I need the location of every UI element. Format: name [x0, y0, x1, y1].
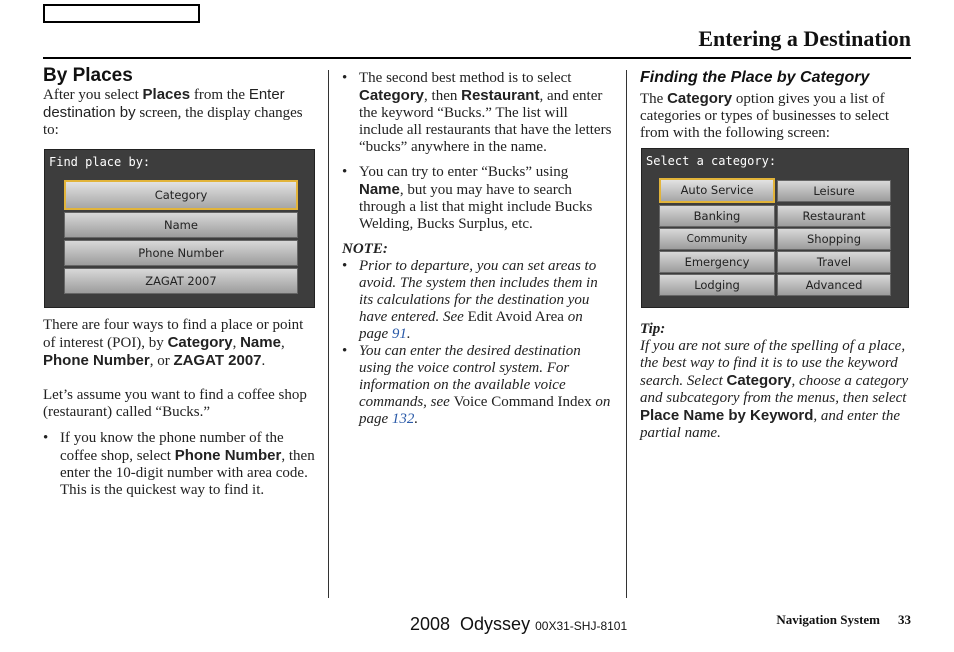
bullet-name: • You can try to enter “Bucks” using Name, but you may have to search through a list that might include Bucks Welding, Bucks Surplus, etc. [342, 164, 612, 233]
ways-paragraph: There are four ways to find a place or point of interest (POI), by Category, Name, Phone Number, or ZAGAT 2007. [43, 317, 304, 369]
category-option[interactable]: Category [64, 180, 298, 210]
page-number: 33 [898, 612, 911, 627]
column-3 [640, 69, 912, 142]
coffee-paragraph: Let’s assume you want to find a coffee shop (restaurant) called “Bucks.” [43, 387, 307, 420]
tip-label: Tip: [640, 321, 666, 337]
note-voice-control: • You can enter the desired destination using the voice control system. For information on the available voice commands, see Voice Command Index on page 132. [342, 343, 612, 428]
column-divider-2 [626, 70, 627, 598]
tip-block [640, 321, 912, 442]
emergency-option[interactable]: Emergency [659, 251, 775, 273]
phone-number-option[interactable]: Phone Number [64, 240, 298, 266]
bullet-category: • The second best method is to select Category, then Restaurant, and enter the keyword “Bucks.” The list will include all restaurants that have the letters “bucks” anywhere in the name. [342, 70, 612, 156]
zagat-option[interactable]: ZAGAT 2007 [64, 268, 298, 294]
page-link-132[interactable]: 132 [391, 411, 415, 427]
bullet-list [342, 70, 612, 233]
bullet-list [43, 430, 318, 499]
lodging-option[interactable]: Lodging [659, 274, 775, 296]
header-rule [43, 57, 911, 59]
header-box [43, 4, 200, 23]
banking-option[interactable]: Banking [659, 205, 775, 227]
screen-title: Find place by: [49, 155, 151, 169]
auto-service-option[interactable]: Auto Service [659, 178, 775, 203]
intro-paragraph: After you select Places from the Enter destination by screen, the display changes to: [43, 86, 303, 138]
note-list [342, 258, 612, 428]
footer-model: 2008 Odyssey 00X31-SHJ-8101 [410, 614, 628, 634]
footer-code: 00X31-SHJ-8101 [535, 619, 628, 633]
page-title: Entering a Destination [698, 26, 911, 51]
name-option[interactable]: Name [64, 212, 298, 238]
category-intro: The Category option gives you a list of categories or types of businesses to select from with the following screen: [640, 90, 890, 141]
restaurant-option[interactable]: Restaurant [777, 205, 891, 227]
advanced-option[interactable]: Advanced [777, 274, 891, 296]
note-label: NOTE: [342, 241, 388, 257]
travel-option[interactable]: Travel [777, 251, 891, 273]
column-divider-1 [328, 70, 329, 598]
column-1 [43, 67, 318, 139]
subsection-heading: Finding the Place by Category [640, 69, 870, 86]
find-place-screen [44, 149, 315, 308]
bullet-phone-number: • If you know the phone number of the coffee shop, select Phone Number, then enter the 10-digit number with area code. This is the quickest way to find it. [43, 430, 318, 499]
footer-nav: Navigation System 33 [776, 612, 911, 627]
section-heading: By Places [43, 65, 133, 86]
column-1-lower [43, 317, 318, 499]
column-2 [342, 70, 612, 428]
shopping-option[interactable]: Shopping [777, 228, 891, 250]
select-category-screen [641, 148, 909, 308]
community-option[interactable]: Community [659, 228, 775, 250]
screen-title: Select a category: [646, 154, 777, 168]
tip-text: If you are not sure of the spelling of a place, the best way to find it is to use the keyword search. Select Category, choose a category and subcategory from the menus, then select Place Name by Keyword, and enter the partial name. [640, 338, 909, 441]
page-link-91[interactable]: 91 [391, 326, 407, 342]
note-avoid-areas: • Prior to departure, you can set areas to avoid. The system then includes them in its calculations for the destination you have entered. See Edit Avoid Area on page 91. [342, 258, 612, 343]
leisure-option[interactable]: Leisure [777, 180, 891, 202]
